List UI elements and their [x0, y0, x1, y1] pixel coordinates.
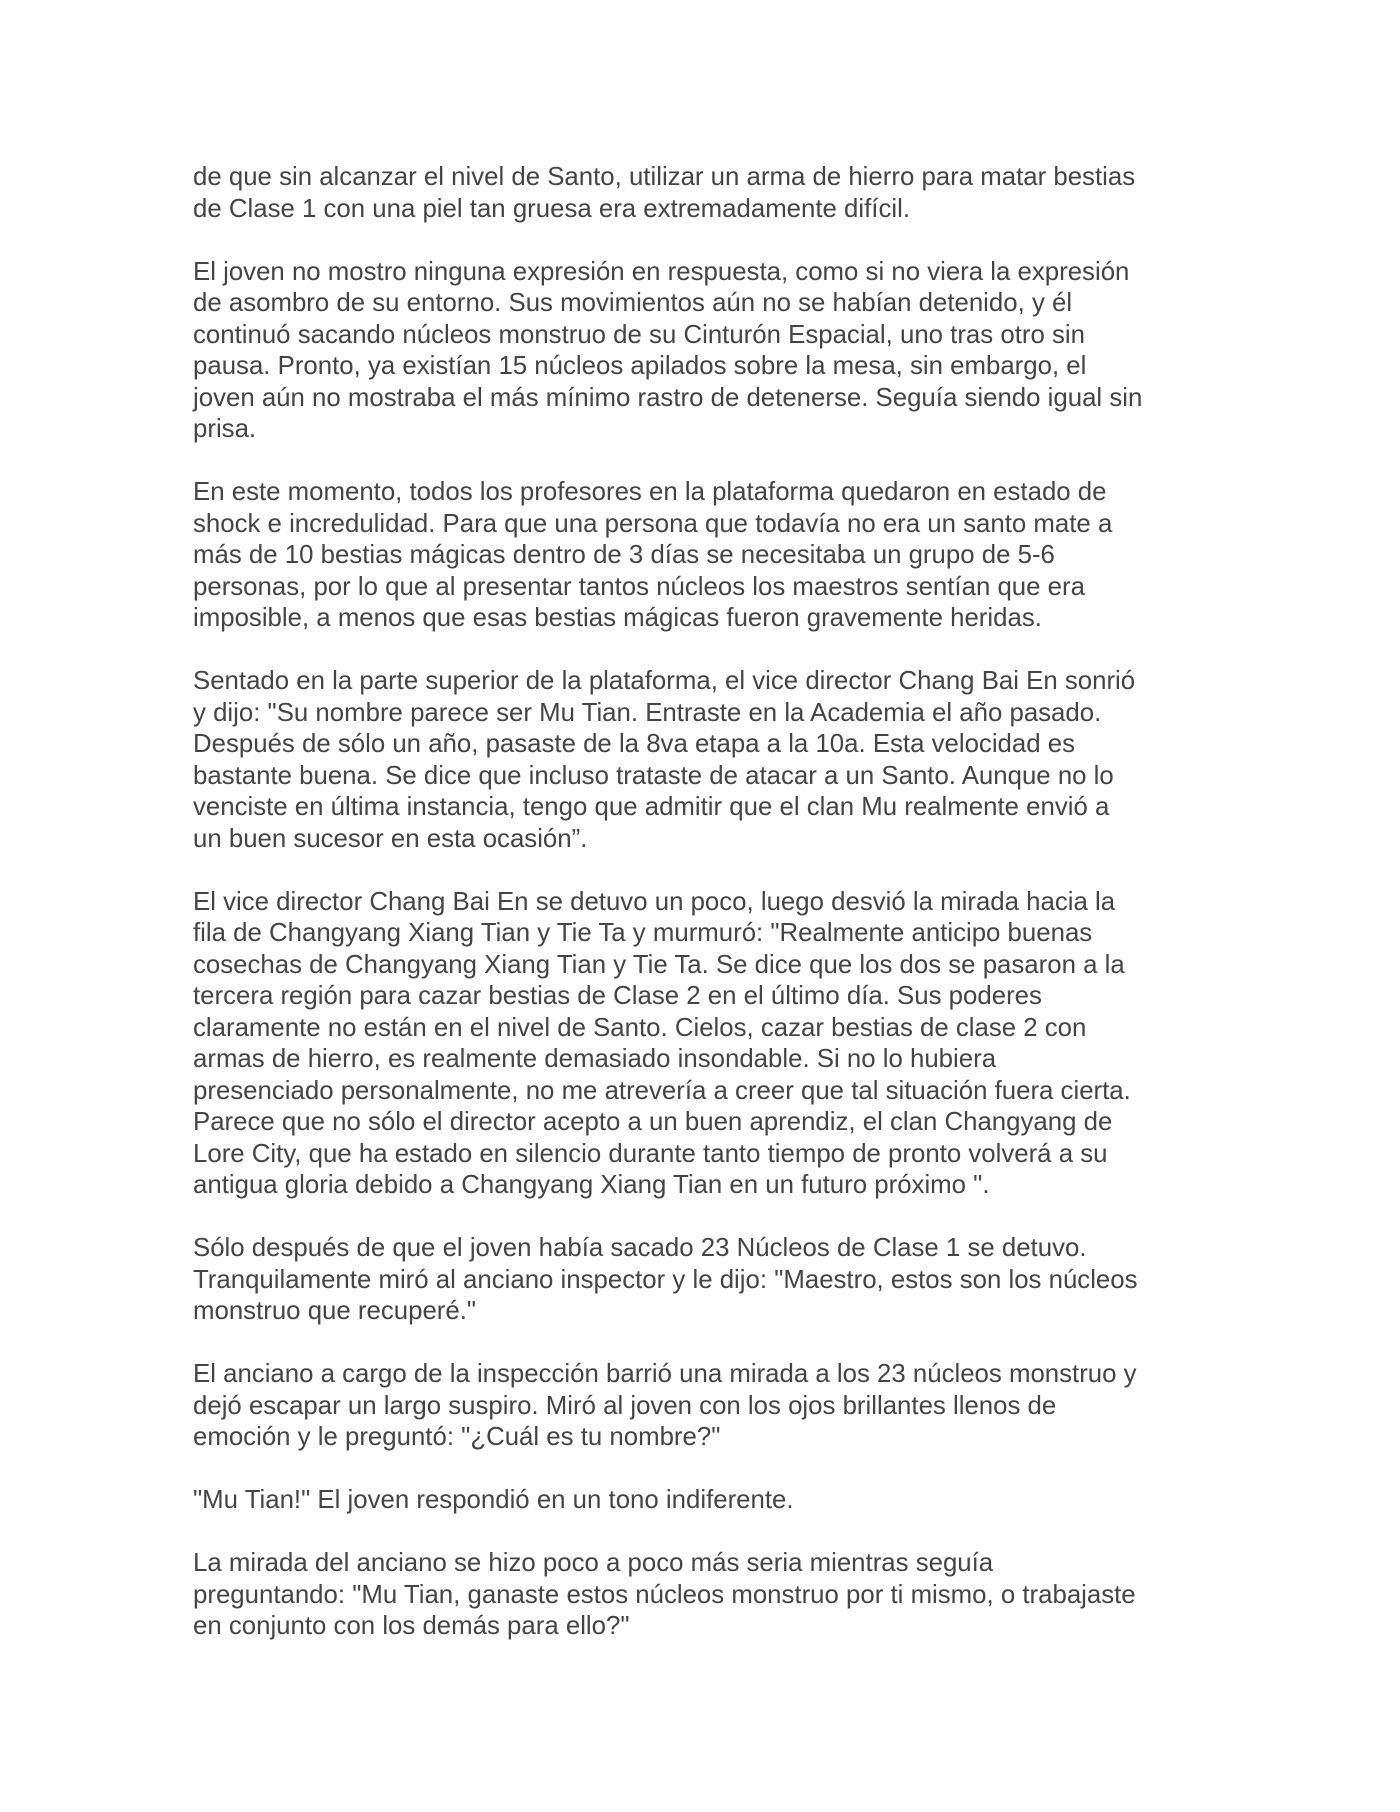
paragraph-1: de que sin alcanzar el nivel de Santo, utilizar un arma de hierro para matar bestias de Clase 1 con una piel tan gruesa era extremadamente difícil.: [193, 163, 1136, 223]
paragraph-2: El joven no mostro ninguna expresión en respuesta, como si no viera la expresión de asombro de su entorno. Sus movimientos aún no se habían detenido, y él continuó sacando núcleos monstruo de su Cinturón Espacial, uno tras otro sin pausa. Pronto, ya existían 15 núcleos apilados sobre la mesa, sin embargo, el joven aún no mostraba el más mínimo rastro de detenerse. Seguía siendo igual sin prisa.: [193, 257, 1143, 443]
paragraph-4: Sentado en la parte superior de la plataforma, el vice director Chang Bai En sonrió y dijo: "Su nombre parece ser Mu Tian. Entraste en la Academia el año pasado. Después de sólo un año, pasaste de la 8va etapa a la 10a. Esta velocidad es bastante buena. Se dice que incluso trataste de atacar a un Santo. Aunque no lo venciste en última instancia, tengo que admitir que el clan Mu realmente envió a un buen sucesor en esta ocasión”.: [193, 667, 1136, 853]
paragraph-3: En este momento, todos los profesores en la plataforma quedaron en estado de shock e incredulidad. Para que una persona que todavía no era un santo mate a más de 10 bestias mágicas dentro de 3 días se necesitaba un grupo de 5-6 personas, por lo que al presentar tantos núcleos los maestros sentían que era imposible, a menos que esas bestias mágicas fueron gravemente heridas.: [193, 478, 1113, 632]
paragraph-7: El anciano a cargo de la inspección barrió una mirada a los 23 núcleos monstruo y dejó escapar un largo suspiro. Miró al joven con los ojos brillantes llenos de emoción y le preguntó: "¿Cuál es tu nombre?": [193, 1360, 1137, 1451]
paragraph-8: "Mu Tian!" El joven respondió en un tono indiferente.: [193, 1486, 794, 1514]
paragraph-6: Sólo después de que el joven había sacado 23 Núcleos de Clase 1 se detuvo. Tranquilamente miró al anciano inspector y le dijo: "Maestro, estos son los núcleos monstruo que recuperé.": [193, 1234, 1138, 1325]
paragraph-9: La mirada del anciano se hizo poco a poco más seria mientras seguía preguntando: "Mu Tian, ganaste estos núcleos monstruo por ti mismo, o trabajaste en conjunto con los demás para ello?": [193, 1549, 1136, 1640]
document-body: [193, 162, 1211, 1643]
paragraph-5: El vice director Chang Bai En se detuvo un poco, luego desvió la mirada hacia la fila de Changyang Xiang Tian y Tie Ta y murmuró: "Realmente anticipo buenas cosechas de Changyang Xiang Tian y Tie Ta. Se dice que los dos se pasaron a la tercera región para cazar bestias de Clase 2 en el último día. Sus poderes claramente no están en el nivel de Santo. Cielos, cazar bestias de clase 2 con armas de hierro, es realmente demasiado insondable. Si no lo hubiera presenciado personalmente, no me atrevería a creer que tal situación fuera cierta. Parece que no sólo el director acepto a un buen aprendiz, el clan Changyang de Lore City, que ha estado en silencio durante tanto tiempo de pronto volverá a su antigua gloria debido a Changyang Xiang Tian en un futuro próximo ".: [193, 887, 1131, 1199]
